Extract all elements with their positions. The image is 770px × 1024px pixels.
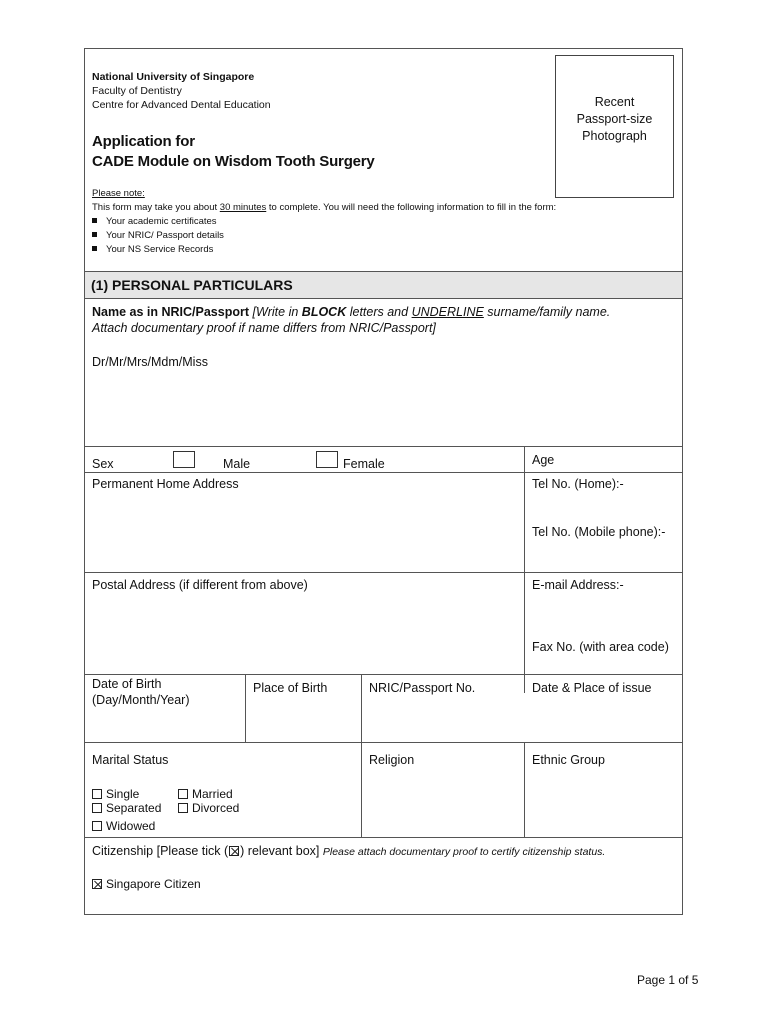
university-name: National University of Singapore [92, 71, 255, 83]
citizenship-note: Please attach documentary proof to certify citizenship status. [322, 846, 606, 858]
form-title-line2: CADE Module on Wisdom Tooth Surgery [92, 153, 375, 170]
column-divider [524, 446, 525, 693]
centre-name: Centre for Advanced Dental Education [92, 99, 271, 111]
name-label: Name as in NRIC/Passport [Write in BLOCK letters and UNDERLINE surname/family name. [92, 305, 611, 319]
note-item: Your NS Service Records [92, 243, 213, 257]
photo-box[interactable] [555, 55, 674, 198]
male-checkbox[interactable] [173, 451, 195, 468]
divider [84, 742, 683, 743]
salutation-label[interactable]: Dr/Mr/Mrs/Mdm/Miss [92, 355, 208, 369]
singapore-citizen-checkbox[interactable] [92, 879, 102, 889]
divider [84, 298, 683, 299]
divider [84, 572, 683, 573]
photo-box-line3: Photograph [582, 129, 647, 143]
tel-home-label: Tel No. (Home):- [532, 477, 624, 491]
option-widowed[interactable]: Widowed [92, 818, 155, 834]
dob-format-label: (Day/Month/Year) [92, 693, 190, 707]
home-address-label: Permanent Home Address [92, 477, 239, 491]
married-checkbox[interactable] [178, 789, 188, 799]
photo-box-line2: Passport-size [576, 112, 653, 126]
option-singapore-citizen[interactable]: Singapore Citizen [92, 876, 201, 892]
note-item: Your NRIC/ Passport details [92, 229, 224, 243]
separated-checkbox[interactable] [92, 803, 102, 813]
option-single[interactable]: Single [92, 786, 139, 802]
marital-label: Marital Status [92, 753, 169, 767]
divorced-checkbox[interactable] [178, 803, 188, 813]
issue-label: Date & Place of issue [532, 681, 652, 695]
tel-mobile-label: Tel No. (Mobile phone):- [532, 525, 666, 539]
age-label: Age [532, 453, 555, 467]
photo-box-line1: Recent [594, 95, 635, 109]
divider [84, 674, 683, 675]
option-separated[interactable]: Separated [92, 800, 161, 816]
option-divorced[interactable]: Divorced [178, 800, 239, 816]
section-heading-personal: (1) PERSONAL PARTICULARS [85, 272, 682, 298]
nric-label: NRIC/Passport No. [369, 681, 476, 695]
religion-label: Religion [369, 753, 415, 767]
column-divider [361, 742, 362, 837]
tick-box-icon [229, 846, 239, 856]
citizenship-label: Citizenship [Please tick ( ) relevant box] Please attach documentary proof to certify citizenship status. [92, 844, 606, 858]
email-label: E-mail Address:- [532, 578, 624, 592]
column-divider [524, 742, 525, 837]
note-duration: 30 minutes [219, 202, 267, 213]
option-married[interactable]: Married [178, 786, 233, 802]
divider [84, 446, 683, 447]
widowed-checkbox[interactable] [92, 821, 102, 831]
ethnic-label: Ethnic Group [532, 753, 605, 767]
divider [84, 837, 683, 838]
postal-address-label: Postal Address (if different from above) [92, 578, 308, 592]
sex-label: Sex [92, 457, 114, 471]
single-checkbox[interactable] [92, 789, 102, 799]
page-number: Page 1 of 5 [637, 973, 699, 987]
note-text: This form may take you about 30 minutes to complete. You will need the following information to fill in the form: [92, 202, 557, 213]
column-divider [361, 674, 362, 742]
female-checkbox[interactable] [316, 451, 338, 468]
pob-label: Place of Birth [253, 681, 328, 695]
divider [84, 472, 683, 473]
faculty-name: Faculty of Dentistry [92, 85, 182, 97]
name-hint-line2: Attach documentary proof if name differs from NRIC/Passport] [92, 321, 436, 335]
column-divider [245, 674, 246, 742]
male-label: Male [223, 457, 251, 471]
note-heading: Please note: [92, 188, 145, 199]
fax-label: Fax No. (with area code) [532, 640, 669, 654]
note-item: Your academic certificates [92, 215, 217, 229]
dob-label: Date of Birth [92, 677, 162, 691]
female-label: Female [343, 457, 385, 471]
form-title-line1: Application for [92, 133, 195, 150]
